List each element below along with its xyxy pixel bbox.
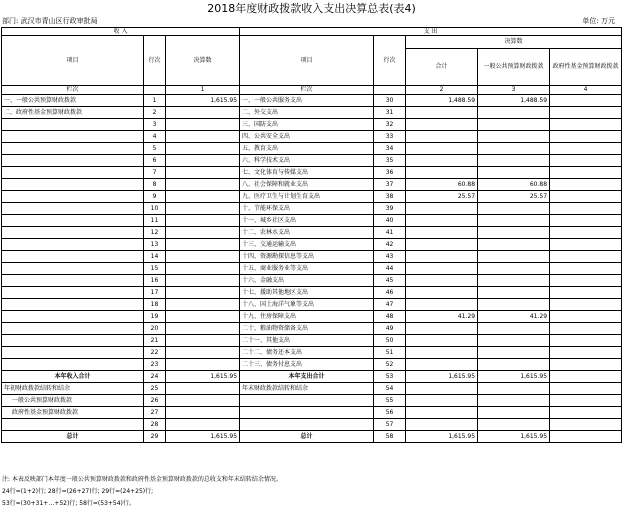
- expense-lineno-cell: 33: [374, 131, 406, 143]
- expense-item-cell: 十五、商业服务业等支出: [240, 263, 374, 275]
- income-lineno-cell: 20: [144, 323, 166, 335]
- income-item-cell: [2, 167, 144, 179]
- footnote-line: 24行=(1+2)行; 28行=(26+27)行; 29行=(24+25)行;: [2, 488, 154, 495]
- income-item-cell: [2, 203, 144, 215]
- col-number: 2: [406, 86, 478, 95]
- income-value-cell: [166, 107, 240, 119]
- general-budget-cell: [478, 359, 550, 371]
- income-final-header: 决算数: [166, 36, 240, 86]
- expense-lineno-cell: 32: [374, 119, 406, 131]
- income-lineno-cell: 24: [144, 371, 166, 383]
- general-budget-cell: [478, 143, 550, 155]
- expense-item-cell: 十四、资源勘探信息等支出: [240, 251, 374, 263]
- col-label: 栏次: [2, 86, 144, 95]
- general-budget-cell: [478, 275, 550, 287]
- expense-lineno-cell: 53: [374, 371, 406, 383]
- general-budget-cell: [478, 131, 550, 143]
- income-value-cell: [166, 167, 240, 179]
- general-budget-cell: [478, 167, 550, 179]
- expense-item-cell: 三、国防支出: [240, 119, 374, 131]
- general-budget-cell: 60.88: [478, 179, 550, 191]
- expense-total-cell: [406, 143, 478, 155]
- page-title: 2018年度财政拨款收入支出决算总表(表4): [207, 2, 416, 15]
- income-lineno-cell: 15: [144, 263, 166, 275]
- gov-fund-cell: [550, 395, 622, 407]
- income-lineno-cell: 26: [144, 395, 166, 407]
- gov-fund-cell: [550, 251, 622, 263]
- expense-item-cell: [240, 407, 374, 419]
- expense-total-cell: 1,615.95: [406, 371, 478, 383]
- income-value-cell: [166, 203, 240, 215]
- expense-total-cell: [406, 251, 478, 263]
- gov-fund-cell: [550, 359, 622, 371]
- table-row: [2, 95, 622, 107]
- table-row: [2, 179, 622, 191]
- income-value-cell: [166, 251, 240, 263]
- table-row: [2, 299, 622, 311]
- expense-lineno-cell: 57: [374, 419, 406, 431]
- table-row: [2, 191, 622, 203]
- gov-fund-cell: [550, 227, 622, 239]
- general-budget-cell: [478, 155, 550, 167]
- gov-fund-cell: [550, 371, 622, 383]
- income-value-cell: [166, 407, 240, 419]
- gov-fund-cell: [550, 95, 622, 107]
- expense-total-cell: [406, 215, 478, 227]
- general-budget-cell: [478, 335, 550, 347]
- expense-item-cell: 十三、交通运输支出: [240, 239, 374, 251]
- expense-total-cell: [406, 239, 478, 251]
- expense-total-cell: [406, 335, 478, 347]
- expense-item-cell: 二十一、其他支出: [240, 335, 374, 347]
- gov-fund-cell: [550, 335, 622, 347]
- income-lineno-cell: 6: [144, 155, 166, 167]
- table-row: [2, 359, 622, 371]
- expense-lineno-cell: 58: [374, 431, 406, 443]
- expense-item-cell: 六、科学技术支出: [240, 155, 374, 167]
- gov-fund-cell: [550, 263, 622, 275]
- general-budget-cell: [478, 383, 550, 395]
- income-lineno-cell: 23: [144, 359, 166, 371]
- col-label: 栏次: [240, 86, 374, 95]
- total-header: 合计: [406, 49, 478, 86]
- expense-item-cell: 年末财政拨款结转和结余: [240, 383, 374, 395]
- table-row: [2, 239, 622, 251]
- income-lineno-cell: 7: [144, 167, 166, 179]
- expense-total-cell: [406, 275, 478, 287]
- income-lineno-header: 行次: [144, 36, 166, 86]
- table-row: [2, 371, 622, 383]
- expense-lineno-cell: 48: [374, 311, 406, 323]
- general-budget-cell: [478, 407, 550, 419]
- income-lineno-cell: 18: [144, 299, 166, 311]
- income-item-cell: [2, 155, 144, 167]
- expense-lineno-cell: 55: [374, 395, 406, 407]
- expense-item-cell: 四、公共安全支出: [240, 131, 374, 143]
- gov-fund-cell: [550, 299, 622, 311]
- income-lineno-cell: 10: [144, 203, 166, 215]
- empty-cell: [374, 86, 406, 95]
- expense-lineno-cell: 45: [374, 275, 406, 287]
- general-budget-cell: [478, 263, 550, 275]
- income-value-cell: [166, 299, 240, 311]
- empty-cell: [144, 86, 166, 95]
- col-number: 1: [166, 86, 240, 95]
- income-item-cell: [2, 347, 144, 359]
- income-item-cell: [2, 419, 144, 431]
- general-budget-cell: [478, 215, 550, 227]
- table-row: [2, 347, 622, 359]
- expense-lineno-cell: 35: [374, 155, 406, 167]
- income-item-cell: [2, 143, 144, 155]
- gov-fund-cell: [550, 347, 622, 359]
- expense-total-cell: [406, 155, 478, 167]
- expense-total-cell: [406, 227, 478, 239]
- expense-item-cell: 十二、农林水支出: [240, 227, 374, 239]
- table-row: [2, 227, 622, 239]
- expense-item-cell: 七、文化体育与传媒支出: [240, 167, 374, 179]
- expense-total-cell: [406, 167, 478, 179]
- general-budget-cell: [478, 203, 550, 215]
- general-budget-cell: [478, 239, 550, 251]
- income-header: 收 入: [2, 28, 240, 36]
- income-value-cell: [166, 191, 240, 203]
- expense-total-cell: 1,615.95: [406, 431, 478, 443]
- income-item-cell: [2, 191, 144, 203]
- table-row: [2, 215, 622, 227]
- income-lineno-cell: 29: [144, 431, 166, 443]
- general-budget-cell: [478, 287, 550, 299]
- expense-total-cell: [406, 395, 478, 407]
- expense-item-cell: 十九、住房保障支出: [240, 311, 374, 323]
- gov-fund-cell: [550, 239, 622, 251]
- gov-fund-cell: [550, 311, 622, 323]
- gov-fund-cell: [550, 275, 622, 287]
- gov-fund-cell: [550, 419, 622, 431]
- table-row: [2, 419, 622, 431]
- income-value-cell: [166, 215, 240, 227]
- income-lineno-cell: 9: [144, 191, 166, 203]
- header-row-section: [2, 28, 622, 36]
- expense-total-cell: 41.29: [406, 311, 478, 323]
- table-row: [2, 383, 622, 395]
- gov-fund-cell: [550, 191, 622, 203]
- expense-item-cell: 本年支出合计: [240, 371, 374, 383]
- col-number: 4: [550, 86, 622, 95]
- income-lineno-cell: 21: [144, 335, 166, 347]
- income-value-cell: [166, 131, 240, 143]
- general-budget-cell: [478, 251, 550, 263]
- expense-item-cell: 一、一般公共服务支出: [240, 95, 374, 107]
- table-row: [2, 131, 622, 143]
- expense-lineno-cell: 41: [374, 227, 406, 239]
- general-budget-cell: [478, 323, 550, 335]
- general-budget-cell: 1,615.95: [478, 371, 550, 383]
- income-value-cell: [166, 395, 240, 407]
- income-item-cell: [2, 131, 144, 143]
- income-item-cell: [2, 263, 144, 275]
- income-item-cell: [2, 179, 144, 191]
- expense-lineno-cell: 47: [374, 299, 406, 311]
- expense-lineno-cell: 36: [374, 167, 406, 179]
- expense-item-cell: 二十二、债务还本支出: [240, 347, 374, 359]
- expense-total-cell: [406, 407, 478, 419]
- income-lineno-cell: 22: [144, 347, 166, 359]
- expense-lineno-cell: 56: [374, 407, 406, 419]
- income-lineno-cell: 14: [144, 251, 166, 263]
- income-item-cell: [2, 323, 144, 335]
- income-lineno-cell: 1: [144, 95, 166, 107]
- expense-item-cell: 九、医疗卫生与计划生育支出: [240, 191, 374, 203]
- income-value-cell: [166, 239, 240, 251]
- table-row: [2, 263, 622, 275]
- column-number-row: [2, 86, 622, 95]
- expense-total-cell: [406, 419, 478, 431]
- income-lineno-cell: 16: [144, 275, 166, 287]
- expense-lineno-cell: 38: [374, 191, 406, 203]
- expense-lineno-cell: 37: [374, 179, 406, 191]
- income-value-cell: [166, 143, 240, 155]
- income-lineno-cell: 2: [144, 107, 166, 119]
- footnotes: [2, 474, 620, 510]
- general-budget-header: 一般公共预算财政拨款: [478, 49, 550, 86]
- general-budget-cell: 1,615.95: [478, 431, 550, 443]
- expense-lineno-cell: 51: [374, 347, 406, 359]
- general-budget-cell: [478, 419, 550, 431]
- gov-fund-cell: [550, 323, 622, 335]
- expense-total-cell: [406, 299, 478, 311]
- income-value-cell: 1,615.95: [166, 431, 240, 443]
- income-lineno-cell: 8: [144, 179, 166, 191]
- expense-lineno-cell: 44: [374, 263, 406, 275]
- department-label: 部门: 武汉市青山区行政审批局: [2, 17, 98, 25]
- general-budget-cell: [478, 347, 550, 359]
- table-row: [2, 251, 622, 263]
- expense-lineno-cell: 30: [374, 95, 406, 107]
- expense-item-header: 项目: [240, 36, 374, 86]
- income-value-cell: [166, 311, 240, 323]
- income-value-cell: [166, 263, 240, 275]
- expense-total-cell: [406, 287, 478, 299]
- income-item-cell: [2, 215, 144, 227]
- budget-table: [1, 27, 622, 443]
- expense-lineno-cell: 49: [374, 323, 406, 335]
- income-item-cell: 一般公共预算财政拨款: [2, 395, 144, 407]
- footnote-line: 53行=(30+31+…+52)行; 58行=(53+54)行。: [2, 500, 135, 507]
- income-value-cell: [166, 179, 240, 191]
- table-row: [2, 431, 622, 443]
- expense-header: 支 出: [240, 28, 622, 36]
- gov-fund-cell: [550, 155, 622, 167]
- table-row: [2, 287, 622, 299]
- expense-lineno-cell: 54: [374, 383, 406, 395]
- general-budget-cell: [478, 395, 550, 407]
- general-budget-cell: 1,488.59: [478, 95, 550, 107]
- expense-item-cell: 十七、援助其他地区支出: [240, 287, 374, 299]
- gov-fund-cell: [550, 431, 622, 443]
- income-item-cell: [2, 239, 144, 251]
- gov-fund-cell: [550, 215, 622, 227]
- income-item-cell: [2, 251, 144, 263]
- income-item-cell: [2, 227, 144, 239]
- income-value-cell: [166, 359, 240, 371]
- table-row: [2, 323, 622, 335]
- expense-total-cell: [406, 107, 478, 119]
- expense-total-cell: 60.88: [406, 179, 478, 191]
- expense-final-header: 决算数: [406, 36, 622, 49]
- gov-fund-cell: [550, 167, 622, 179]
- expense-item-cell: 八、社会保障和就业支出: [240, 179, 374, 191]
- income-value-cell: [166, 275, 240, 287]
- income-lineno-cell: 19: [144, 311, 166, 323]
- table-row: [2, 203, 622, 215]
- income-lineno-cell: 4: [144, 131, 166, 143]
- gov-fund-cell: [550, 287, 622, 299]
- income-item-cell: 一、一般公共预算财政拨款: [2, 95, 144, 107]
- income-item-cell: [2, 335, 144, 347]
- income-value-cell: [166, 119, 240, 131]
- expense-lineno-cell: 42: [374, 239, 406, 251]
- gov-fund-cell: [550, 131, 622, 143]
- income-lineno-cell: 13: [144, 239, 166, 251]
- expense-total-cell: [406, 359, 478, 371]
- income-value-cell: 1,615.95: [166, 371, 240, 383]
- income-value-cell: [166, 155, 240, 167]
- expense-item-cell: 十、节能环保支出: [240, 203, 374, 215]
- table-row: [2, 155, 622, 167]
- expense-item-cell: [240, 395, 374, 407]
- gov-fund-cell: [550, 407, 622, 419]
- income-item-cell: 本年收入合计: [2, 371, 144, 383]
- income-item-cell: [2, 287, 144, 299]
- expense-total-cell: [406, 383, 478, 395]
- table-row: [2, 407, 622, 419]
- expense-item-cell: 十八、国土海洋气象等支出: [240, 299, 374, 311]
- expense-lineno-cell: 52: [374, 359, 406, 371]
- general-budget-cell: 25.57: [478, 191, 550, 203]
- expense-total-cell: [406, 263, 478, 275]
- expense-total-cell: [406, 323, 478, 335]
- table-row: [2, 335, 622, 347]
- expense-total-cell: [406, 119, 478, 131]
- gov-fund-cell: [550, 179, 622, 191]
- income-lineno-cell: 5: [144, 143, 166, 155]
- income-value-cell: 1,615.95: [166, 95, 240, 107]
- expense-item-cell: 二、外交支出: [240, 107, 374, 119]
- expense-lineno-cell: 34: [374, 143, 406, 155]
- table-row: [2, 275, 622, 287]
- income-lineno-cell: 25: [144, 383, 166, 395]
- income-item-cell: [2, 311, 144, 323]
- table-row: [2, 395, 622, 407]
- table-row: [2, 119, 622, 131]
- expense-total-cell: 25.57: [406, 191, 478, 203]
- expense-item-cell: 总计: [240, 431, 374, 443]
- income-lineno-cell: 17: [144, 287, 166, 299]
- income-lineno-cell: 27: [144, 407, 166, 419]
- income-value-cell: [166, 419, 240, 431]
- expense-item-cell: 十六、金融支出: [240, 275, 374, 287]
- expense-lineno-header: 行次: [374, 36, 406, 86]
- income-value-cell: [166, 347, 240, 359]
- table-row: [2, 107, 622, 119]
- income-value-cell: [166, 287, 240, 299]
- general-budget-cell: [478, 227, 550, 239]
- income-item-cell: 总计: [2, 431, 144, 443]
- expense-lineno-cell: 43: [374, 251, 406, 263]
- income-value-cell: [166, 323, 240, 335]
- income-item-cell: 政府性基金预算财政拨款: [2, 407, 144, 419]
- income-item-cell: 年初财政拨款结转和结余: [2, 383, 144, 395]
- gov-fund-cell: [550, 119, 622, 131]
- income-value-cell: [166, 383, 240, 395]
- income-item-header: 项目: [2, 36, 144, 86]
- income-lineno-cell: 28: [144, 419, 166, 431]
- footnote-line: 注: 本表反映部门本年度一般公共预算财政拨款和政府性基金预算财政拨款的总收支和年末结转结余情况。: [2, 476, 282, 483]
- gov-fund-cell: [550, 383, 622, 395]
- table-row: [2, 167, 622, 179]
- expense-lineno-cell: 39: [374, 203, 406, 215]
- income-lineno-cell: 12: [144, 227, 166, 239]
- gov-fund-cell: [550, 203, 622, 215]
- general-budget-cell: 41.29: [478, 311, 550, 323]
- expense-item-cell: 二十三、债务付息支出: [240, 359, 374, 371]
- expense-lineno-cell: 40: [374, 215, 406, 227]
- expense-lineno-cell: 50: [374, 335, 406, 347]
- income-value-cell: [166, 335, 240, 347]
- expense-total-cell: [406, 203, 478, 215]
- income-item-cell: [2, 359, 144, 371]
- expense-item-cell: [240, 419, 374, 431]
- header-row-1: [2, 36, 622, 49]
- expense-item-cell: 五、教育支出: [240, 143, 374, 155]
- col-number: 3: [478, 86, 550, 95]
- income-item-cell: [2, 119, 144, 131]
- expense-item-cell: 二十、粮油物资储备支出: [240, 323, 374, 335]
- expense-lineno-cell: 46: [374, 287, 406, 299]
- unit-label: 单位: 万元: [582, 17, 615, 25]
- general-budget-cell: [478, 119, 550, 131]
- income-item-cell: 二、政府性基金预算财政拨款: [2, 107, 144, 119]
- gov-fund-header: 政府性基金预算财政拨款: [550, 49, 622, 86]
- expense-total-cell: [406, 347, 478, 359]
- income-item-cell: [2, 299, 144, 311]
- expense-total-cell: 1,488.59: [406, 95, 478, 107]
- gov-fund-cell: [550, 107, 622, 119]
- expense-total-cell: [406, 131, 478, 143]
- expense-item-cell: 十一、城乡社区支出: [240, 215, 374, 227]
- general-budget-cell: [478, 299, 550, 311]
- table-row: [2, 143, 622, 155]
- gov-fund-cell: [550, 143, 622, 155]
- income-item-cell: [2, 275, 144, 287]
- income-value-cell: [166, 227, 240, 239]
- table-row: [2, 311, 622, 323]
- income-lineno-cell: 11: [144, 215, 166, 227]
- general-budget-cell: [478, 107, 550, 119]
- expense-lineno-cell: 31: [374, 107, 406, 119]
- income-lineno-cell: 3: [144, 119, 166, 131]
